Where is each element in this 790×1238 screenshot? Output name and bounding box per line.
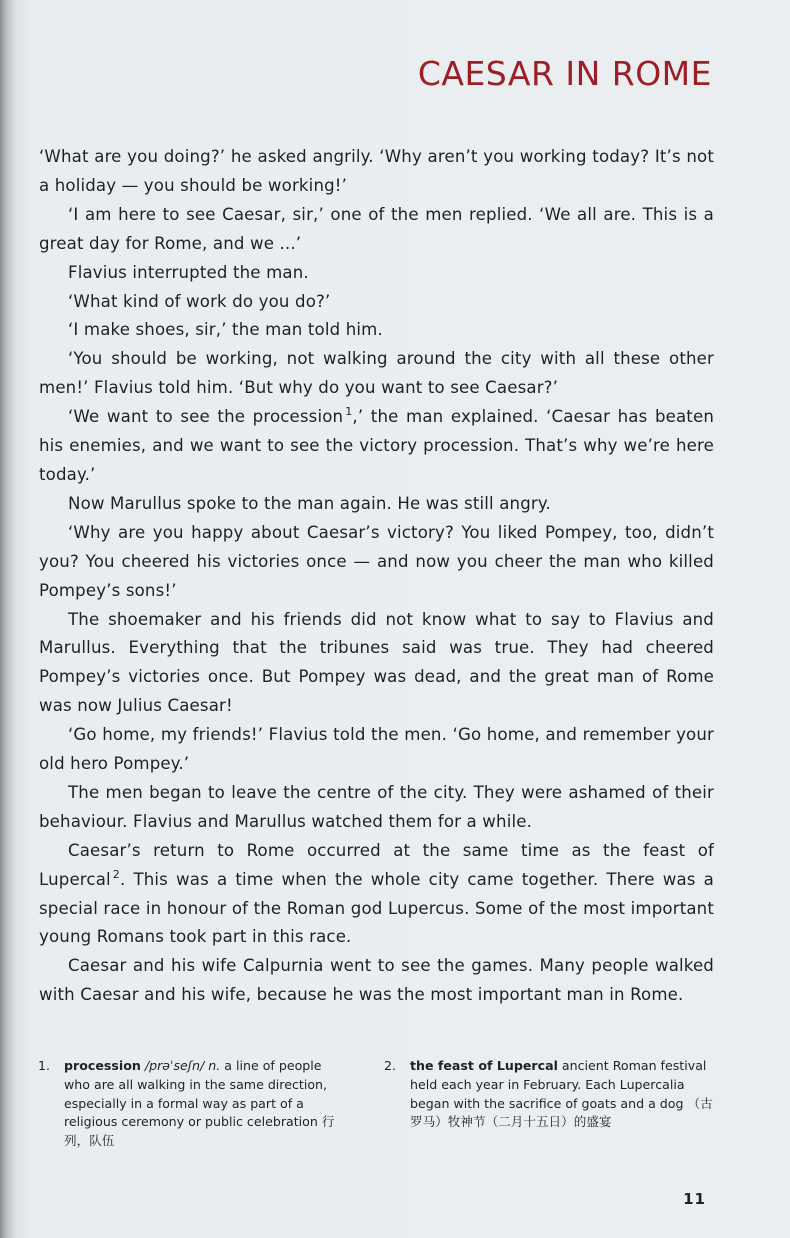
footnote-pronunciation: /prəˈseʃn/ <box>144 1058 205 1073</box>
paragraph: ‘What are you doing?’ he asked angrily. ‘Why aren’t you working today? It’s not a holiday — you should be working!’ <box>39 147 714 195</box>
paragraph: ‘Go home, my friends!’ Flavius told the men. ‘Go home, and remember your old hero Pompey.’ <box>39 725 714 774</box>
paragraph: ‘We want to see the procession $^1$,’ the man explained. ‘Caesar has beaten his enemies, and we want to see the victory procession. That’s why we’re here today.’ <box>39 405 714 484</box>
page-number: 11 <box>683 1190 706 1208</box>
chapter-title: CAESAR IN ROME <box>417 54 712 93</box>
footnote-definition: a line of people who are all walking in the same direction, especially in a formal way as part of a religious ceremony or public celebration 行列，队伍 <box>64 1058 335 1149</box>
footnote-number: 1. <box>38 1058 51 1073</box>
paragraph: Flavius interrupted the man. <box>68 262 309 282</box>
footnote-part-of-speech: n. <box>208 1058 221 1073</box>
paragraph: ‘What kind of work do you do?’ <box>68 291 331 311</box>
paragraph: The men began to leave the centre of the city. They were ashamed of their behaviour. Flavius and Marullus watched them for a while. <box>39 782 714 831</box>
body-text <box>39 143 714 1010</box>
paragraph: ‘Why are you happy about Caesar’s victory? You liked Pompey, too, didn’t you? You cheered his victories once — and now you cheer the man who killed Pompey’s sons!’ <box>39 522 714 600</box>
footnote-ref-2[interactable]: 2 <box>112 867 120 881</box>
footnote-definition: ancient Roman festival held each year in February. Each Lupercalia began with the sacrifice of goats and a dog （古罗马）牧神节（二月十五日）的盛宴 <box>410 1058 713 1130</box>
footnote-term: procession <box>64 1058 141 1073</box>
footnote-ref-1[interactable]: 1 <box>345 405 353 419</box>
footnote-text <box>64 1057 338 1151</box>
paragraph: ‘I am here to see Caesar, sir,’ one of the men replied. ‘We all are. This is a great day for Rome, and we ...’ <box>39 204 714 253</box>
paragraph: The shoemaker and his friends did not know what to say to Flavius and Marullus. Everything that the tribunes said was true. They had cheered Pompey’s victories once. But Pompey was dead, and the great man of Rome was now Julius Caesar! <box>39 609 714 716</box>
paragraph: Now Marullus spoke to the man again. He was still angry. <box>68 493 551 513</box>
footnote-term: the feast of Lupercal <box>410 1058 558 1073</box>
footnote-text <box>410 1057 714 1132</box>
footnote-number: 2. <box>384 1058 397 1073</box>
paragraph: ‘I make shoes, sir,’ the man told him. <box>68 320 383 340</box>
paragraph: Caesar’s return to Rome occurred at the same time as the feast of Lupercal $^2$. This was a time when the whole city came together. There was a special race in honour of the Roman god Lupercus. Some of the most important young Romans took part in this race. <box>39 840 714 947</box>
paragraph: ‘You should be working, not walking around the city with all these other men!’ Flavius told him. ‘But why do you want to see Caesar?’ <box>39 349 714 398</box>
footnote-2 <box>384 1057 714 1132</box>
paragraph: Caesar and his wife Calpurnia went to see the games. Many people walked with Caesar and his wife, because he was the most important man in Rome. <box>39 956 714 1005</box>
footnote-1 <box>38 1057 338 1151</box>
